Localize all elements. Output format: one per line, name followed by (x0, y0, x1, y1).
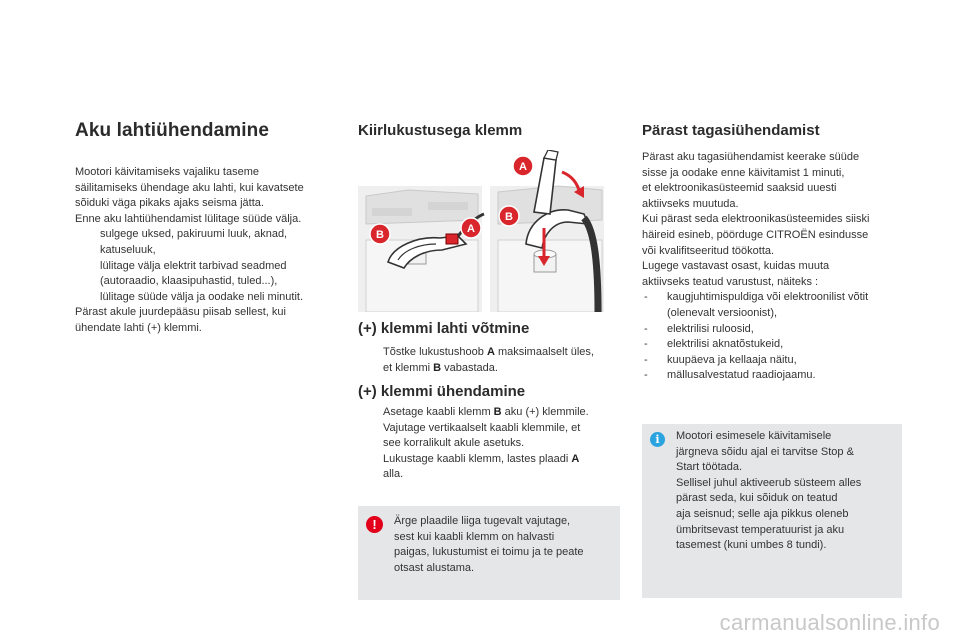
text-line: (autoraadio, klaasipuhastid, tuled...), (100, 275, 278, 288)
text-line: Mootori esimesele käivitamisele (676, 430, 832, 442)
dash-item (642, 322, 912, 338)
text-line: (olenevalt versioonist), (667, 306, 778, 319)
text-span: Lukustage kaabli klemm, lastes plaadi (383, 452, 572, 465)
text-line: Pärast akule juurdepääsu piisab sellest, kui (75, 306, 286, 319)
battery-clamp-illustration (358, 150, 622, 312)
bullet-item (358, 421, 623, 452)
text-line (383, 405, 623, 421)
badge-b-text: B (505, 211, 513, 223)
text-line: järgneva sõidu ajal ei tarvitse Stop & (676, 445, 854, 458)
battery-right (490, 150, 604, 312)
text-line: sisse ja oodake enne käivitamist 1 minuti, (642, 166, 845, 179)
watermark: carmanualsonline.info (719, 610, 940, 635)
text-line: sulgege uksed, pakiruumi luuk, aknad, (100, 228, 288, 241)
badge-b-left (370, 224, 390, 244)
badge-b-text: B (376, 229, 384, 241)
text-line: ümbritsevast temperatuurist ja aku (676, 523, 845, 536)
text-line: Start töötada. (676, 461, 743, 474)
text-line: Vajutage vertikaalselt kaabli klemmile, et (383, 421, 581, 434)
badge-a-text: A (519, 161, 527, 173)
text-line: katuseluuk, (100, 243, 156, 256)
info-text (676, 429, 898, 554)
section-title: Kiirlukustusega klemm (358, 122, 523, 139)
info-icon: i (650, 432, 665, 447)
text-line: otsast alustama. (394, 561, 475, 574)
section2-body (358, 405, 623, 483)
bullet-item (75, 227, 340, 258)
bullet-item (75, 259, 340, 290)
dash-marker: - (644, 322, 648, 335)
section-title: (+) klemmi lahti võtmine (358, 320, 530, 337)
label-b: B (493, 406, 502, 418)
badge-a-right (513, 156, 533, 176)
text-line (383, 361, 623, 377)
page-title: Aku lahtiühendamine (75, 120, 270, 141)
section1-body (358, 345, 623, 376)
text-span: aku (+) klemmile. (501, 406, 589, 418)
text-line: lülitage välja elektrit tarbivad seadmed (100, 259, 287, 272)
text-line: lülitage süüde välja ja oodake neli minutit. (100, 290, 304, 303)
section-title: Pärast tagasiühendamist (642, 122, 820, 139)
text-line: mällusalvestatud raadiojaamu. (667, 369, 816, 382)
text-line: kaugjuhtimispuldiga või elektroonilist võtit (667, 291, 869, 304)
badge-a-text: A (467, 223, 475, 235)
text-line (383, 452, 623, 468)
text-line: paigas, lukustumist ei toimu ja te peate (394, 546, 584, 559)
dash-item (642, 353, 912, 369)
warning-box (358, 506, 620, 600)
text-span: Tõstke lukustushoob (383, 346, 487, 358)
bullet-item (358, 452, 623, 483)
text-line: säilitamiseks ühendage aku lahti, kui kavatsete (75, 181, 304, 194)
text-line: või kvalifitseeritud töökotta. (642, 244, 775, 257)
text-line: aja seisnud; selle aja pikkus oleneb (676, 507, 849, 520)
badge-b-right (499, 206, 519, 226)
bullet-item (75, 290, 340, 306)
text-line: kuupäeva ja kellaaja näitu, (667, 353, 797, 366)
warning-text (394, 514, 618, 576)
text-span: et klemmi (383, 361, 434, 374)
text-line: alla. (383, 468, 404, 481)
text-line: Sellisel juhul aktiveerub süsteem alles (676, 476, 862, 489)
right-body (642, 150, 912, 384)
warning-icon: ! (366, 516, 383, 533)
battery-left (358, 186, 484, 312)
dash-marker: - (644, 353, 648, 366)
text-line: sest kui kaabli klemm on halvasti (394, 530, 555, 543)
bullet-item (358, 405, 623, 421)
text-line: pärast seda, kui sõiduk on teatud (676, 492, 838, 505)
dash-marker: - (644, 291, 648, 304)
dash-item (642, 337, 912, 353)
text-line: elektrilisi ruloosid, (667, 322, 754, 335)
text-line: häireid esineb, pöörduge CITROËN esindusse (642, 228, 869, 241)
section-title: (+) klemmi ühendamine (358, 383, 526, 400)
label-b: B (433, 361, 442, 374)
dash-item (642, 368, 912, 384)
badge-a-left (461, 218, 481, 238)
dash-item (642, 290, 912, 321)
text-span: maksimaalselt üles, (494, 346, 594, 358)
bullet-item (358, 345, 623, 376)
label-a: A (486, 346, 495, 358)
text-line: Pärast aku tagasiühendamist keerake süüde (642, 151, 860, 163)
dash-marker: - (644, 369, 648, 382)
text-line (383, 345, 623, 361)
text-line: Kui pärast seda elektroonikasüsteemides siiski (642, 213, 870, 226)
text-line: Mootori käivitamiseks vajaliku taseme (75, 166, 260, 178)
text-line: elektrilisi aknatõstukeid, (667, 338, 784, 351)
text-line: Ärge plaadile liiga tugevalt vajutage, (394, 515, 571, 527)
text-span: vabastada. (441, 361, 498, 374)
text-span: Asetage kaabli klemm (383, 406, 494, 418)
info-box (642, 424, 902, 598)
label-a: A (571, 452, 580, 465)
text-line: see korralikult akule asetuks. (383, 437, 525, 450)
text-line: tasemest (kuni umbes 8 tundi). (676, 539, 827, 552)
text-line: aktiivseks muutuda. (642, 197, 739, 210)
left-intro (75, 165, 340, 337)
text-line: sõiduki väga pikaks ajaks seisma jätta. (75, 197, 264, 210)
text-line: aktiivseks teatud varustust, näiteks : (642, 275, 819, 288)
text-line: Lugege vastavast osast, kuidas muuta (642, 260, 830, 273)
text-line: et elektroonikasüsteemid saaksid uuesti (642, 182, 837, 195)
text-line: Enne aku lahtiühendamist lülitage süüde välja. (75, 212, 302, 225)
dash-marker: - (644, 338, 648, 351)
text-line: ühendate lahti (+) klemmi. (75, 321, 202, 334)
